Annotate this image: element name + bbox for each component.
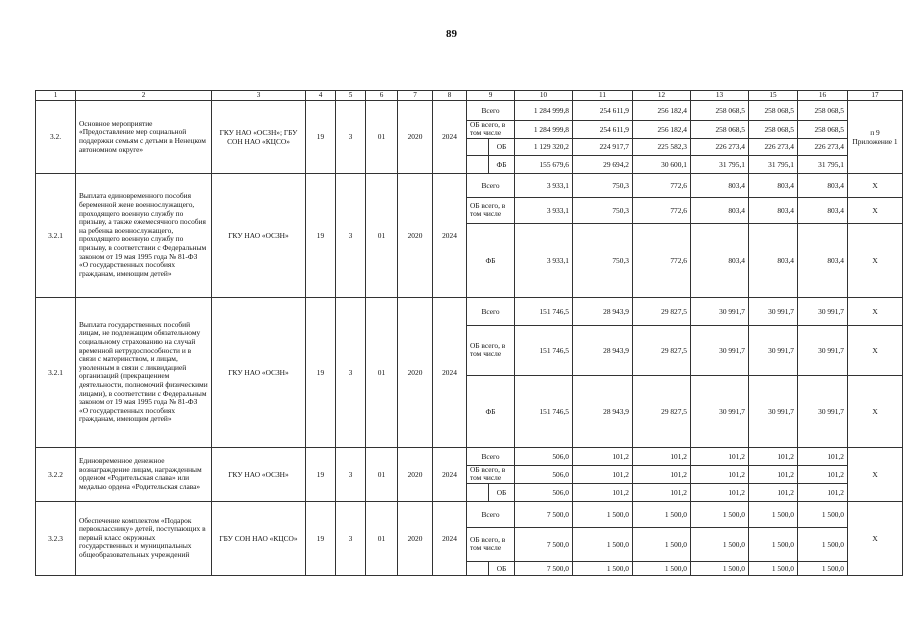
amount-cell: 31 795,1 [691,155,749,173]
amount-cell: 1 500,0 [749,501,798,527]
note-cell: X [848,501,903,575]
amount-cell: 750,3 [573,173,633,197]
funding-source: ФБ [467,223,515,297]
funding-spacer [467,138,489,155]
header-cell: 9 [467,91,515,101]
funding-source: Всего [467,501,515,527]
amount-cell: 772,6 [633,197,691,223]
amount-cell: 101,2 [798,447,848,465]
note-cell: X [848,375,903,447]
amount-cell: 31 795,1 [798,155,848,173]
amount-cell: 155 679,6 [515,155,573,173]
code-cell: 3 [336,173,366,297]
header-cell: 3 [212,91,306,101]
funding-source: ФБ [467,375,515,447]
code-cell: 2020 [398,173,433,297]
amount-cell: 803,4 [749,223,798,297]
amount-cell: 254 611,9 [573,121,633,139]
funding-spacer [467,483,489,501]
code-cell: 2020 [398,101,433,174]
funding-source: Всего [467,173,515,197]
amount-cell: 101,2 [633,447,691,465]
amount-cell: 101,2 [749,465,798,483]
code-cell: 01 [366,101,398,174]
amount-cell: 3 933,1 [515,197,573,223]
amount-cell: 30 991,7 [798,297,848,325]
amount-cell: 7 500,0 [515,527,573,561]
amount-cell: 101,2 [749,447,798,465]
funding-source: ОБ [489,561,515,575]
note-cell: п 9 Приложение 1 [848,101,903,174]
amount-cell: 101,2 [749,483,798,501]
amount-cell: 30 991,7 [749,297,798,325]
amount-cell: 3 933,1 [515,173,573,197]
amount-cell: 772,6 [633,173,691,197]
amount-cell: 226 273,4 [749,138,798,155]
amount-cell: 803,4 [798,173,848,197]
amount-cell: 506,0 [515,483,573,501]
amount-cell: 258 068,5 [798,121,848,139]
amount-cell: 1 500,0 [573,501,633,527]
item-number: 3.2.1 [36,297,76,447]
amount-cell: 1 500,0 [798,527,848,561]
item-number: 3.2.3 [36,501,76,575]
amount-cell: 101,2 [691,447,749,465]
code-cell: 2024 [433,447,467,501]
amount-cell: 1 500,0 [691,527,749,561]
item-name: Основное мероприятие «Предоставление мер социальной поддержки семьям с детьми в Ненецком автономном округе» [76,101,212,174]
code-cell: 01 [366,173,398,297]
amount-cell: 29 827,5 [633,375,691,447]
code-cell: 3 [336,501,366,575]
executor: ГБУ СОН НАО «КЦСО» [212,501,306,575]
amount-cell: 772,6 [633,223,691,297]
amount-cell: 258 068,5 [691,101,749,121]
amount-cell: 224 917,7 [573,138,633,155]
executor: ГКУ НАО «ОСЗН» [212,173,306,297]
amount-cell: 30 991,7 [691,325,749,375]
funding-spacer [467,155,489,173]
header-cell: 2 [76,91,212,101]
amount-cell: 506,0 [515,465,573,483]
note-cell: X [848,173,903,197]
funding-source: ОБ всего, в том числе [467,465,515,483]
note-cell: X [848,447,903,501]
amount-cell: 1 500,0 [633,527,691,561]
code-cell: 19 [306,101,336,174]
amount-cell: 101,2 [691,483,749,501]
funding-source: ФБ [489,155,515,173]
code-cell: 19 [306,173,336,297]
header-cell: 12 [633,91,691,101]
code-cell: 19 [306,501,336,575]
code-cell: 01 [366,501,398,575]
amount-cell: 1 500,0 [573,527,633,561]
header-cell: 8 [433,91,467,101]
amount-cell: 256 182,4 [633,121,691,139]
table-row [36,297,903,325]
amount-cell: 30 991,7 [749,375,798,447]
executor: ГКУ НАО «ОСЗН»; ГБУ СОН НАО «КЦСО» [212,101,306,174]
amount-cell: 1 500,0 [633,561,691,575]
amount-cell: 101,2 [573,483,633,501]
header-cell: 16 [798,91,848,101]
amount-cell: 101,2 [633,483,691,501]
note-cell: X [848,325,903,375]
amount-cell: 101,2 [798,483,848,501]
amount-cell: 1 500,0 [749,561,798,575]
amount-cell: 258 068,5 [798,101,848,121]
amount-cell: 1 500,0 [633,501,691,527]
code-cell: 01 [366,297,398,447]
amount-cell: 28 943,9 [573,325,633,375]
funding-spacer [467,561,489,575]
amount-cell: 1 500,0 [749,527,798,561]
code-cell: 2024 [433,173,467,297]
amount-cell: 1 129 320,2 [515,138,573,155]
amount-cell: 254 611,9 [573,101,633,121]
header-cell: 13 [691,91,749,101]
note-cell: X [848,223,903,297]
amount-cell: 151 746,5 [515,325,573,375]
amount-cell: 803,4 [798,197,848,223]
amount-cell: 1 500,0 [798,561,848,575]
amount-cell: 1 500,0 [798,501,848,527]
amount-cell: 1 500,0 [691,501,749,527]
header-cell: 7 [398,91,433,101]
header-cell: 10 [515,91,573,101]
code-cell: 01 [366,447,398,501]
header-cell: 17 [848,91,903,101]
amount-cell: 30 991,7 [798,375,848,447]
amount-cell: 30 600,1 [633,155,691,173]
funding-source: ОБ всего, в том числе [467,121,515,139]
table-row [36,501,903,527]
funding-source: Всего [467,447,515,465]
note-cell: X [848,297,903,325]
item-number: 3.2. [36,101,76,174]
amount-cell: 28 943,9 [573,375,633,447]
amount-cell: 30 991,7 [691,375,749,447]
amount-cell: 28 943,9 [573,297,633,325]
code-cell: 2020 [398,447,433,501]
funding-source: ОБ [489,483,515,501]
code-cell: 2024 [433,101,467,174]
amount-cell: 258 068,5 [691,121,749,139]
item-name: Единовременное денежное вознаграждение лицам, награжденным орденом «Родительская слава» или медалью ордена «Родительская слава» [76,447,212,501]
amount-cell: 803,4 [691,197,749,223]
amount-cell: 101,2 [573,465,633,483]
code-cell: 2024 [433,297,467,447]
amount-cell: 1 284 999,8 [515,101,573,121]
amount-cell: 101,2 [691,465,749,483]
amount-cell: 101,2 [633,465,691,483]
code-cell: 3 [336,447,366,501]
amount-cell: 30 991,7 [691,297,749,325]
header-cell: 6 [366,91,398,101]
amount-cell: 258 068,5 [749,121,798,139]
amount-cell: 256 182,4 [633,101,691,121]
amount-cell: 7 500,0 [515,561,573,575]
funding-source: ОБ всего, в том числе [467,325,515,375]
header-row [36,91,903,101]
header-cell: 5 [336,91,366,101]
amount-cell: 7 500,0 [515,501,573,527]
header-cell: 4 [306,91,336,101]
amount-cell: 30 991,7 [798,325,848,375]
item-name: Выплата единовременного пособия беременной жене военнослужащего, проходящего военную службу по призыву, а также ежемесячного пособия на ребенка военнослужащего, проходящего военную службу по призыву, в соответствии с Федеральным законом от 19 мая 1995 года № 81-ФЗ «О государственных пособиях гражданам, имеющим детей» [76,173,212,297]
code-cell: 2020 [398,501,433,575]
code-cell: 19 [306,297,336,447]
amount-cell: 1 284 999,8 [515,121,573,139]
table-row [36,447,903,465]
amount-cell: 506,0 [515,447,573,465]
amount-cell: 1 500,0 [573,561,633,575]
funding-source: Всего [467,101,515,121]
header-cell: 11 [573,91,633,101]
amount-cell: 750,3 [573,223,633,297]
funding-source: ОБ [489,138,515,155]
item-number: 3.2.2 [36,447,76,501]
code-cell: 3 [336,101,366,174]
executor: ГКУ НАО «ОСЗН» [212,447,306,501]
page-number: 89 [446,28,457,40]
amount-cell: 803,4 [749,173,798,197]
amount-cell: 29 694,2 [573,155,633,173]
amount-cell: 101,2 [573,447,633,465]
note-cell: X [848,197,903,223]
amount-cell: 803,4 [691,173,749,197]
code-cell: 2020 [398,297,433,447]
amount-cell: 750,3 [573,197,633,223]
header-cell: 1 [36,91,76,101]
amount-cell: 151 746,5 [515,375,573,447]
funding-source: ОБ всего, в том числе [467,527,515,561]
code-cell: 19 [306,447,336,501]
budget-table [35,90,903,576]
item-name: Выплата государственных пособий лицам, не подлежащим обязательному социальному страхованию на случай временной нетрудоспособности и в связи с материнством, и лицам, уволенным в связи с ликвидацией организаций (прекращением деятельности, полномочий физическими лицами), в соответствии с Федеральным законом от 19 мая 1995 года № 81-ФЗ «О государственных пособиях гражданам, имеющим детей» [76,297,212,447]
item-name: Обеспечение комплектом «Подарок первокласснику» детей, поступающих в первый класс окружных государственных и муниципальных общеобразовательных учреждений [76,501,212,575]
amount-cell: 29 827,5 [633,297,691,325]
amount-cell: 226 273,4 [691,138,749,155]
amount-cell: 30 991,7 [749,325,798,375]
item-number: 3.2.1 [36,173,76,297]
amount-cell: 226 273,4 [798,138,848,155]
table-row [36,101,903,121]
amount-cell: 803,4 [691,223,749,297]
amount-cell: 803,4 [798,223,848,297]
executor: ГКУ НАО «ОСЗН» [212,297,306,447]
amount-cell: 29 827,5 [633,325,691,375]
funding-source: Всего [467,297,515,325]
amount-cell: 803,4 [749,197,798,223]
amount-cell: 225 582,3 [633,138,691,155]
amount-cell: 101,2 [798,465,848,483]
amount-cell: 151 746,5 [515,297,573,325]
funding-source: ОБ всего, в том числе [467,197,515,223]
code-cell: 2024 [433,501,467,575]
amount-cell: 3 933,1 [515,223,573,297]
amount-cell: 31 795,1 [749,155,798,173]
amount-cell: 258 068,5 [749,101,798,121]
header-cell: 15 [749,91,798,101]
code-cell: 3 [336,297,366,447]
table-row [36,173,903,197]
amount-cell: 1 500,0 [691,561,749,575]
